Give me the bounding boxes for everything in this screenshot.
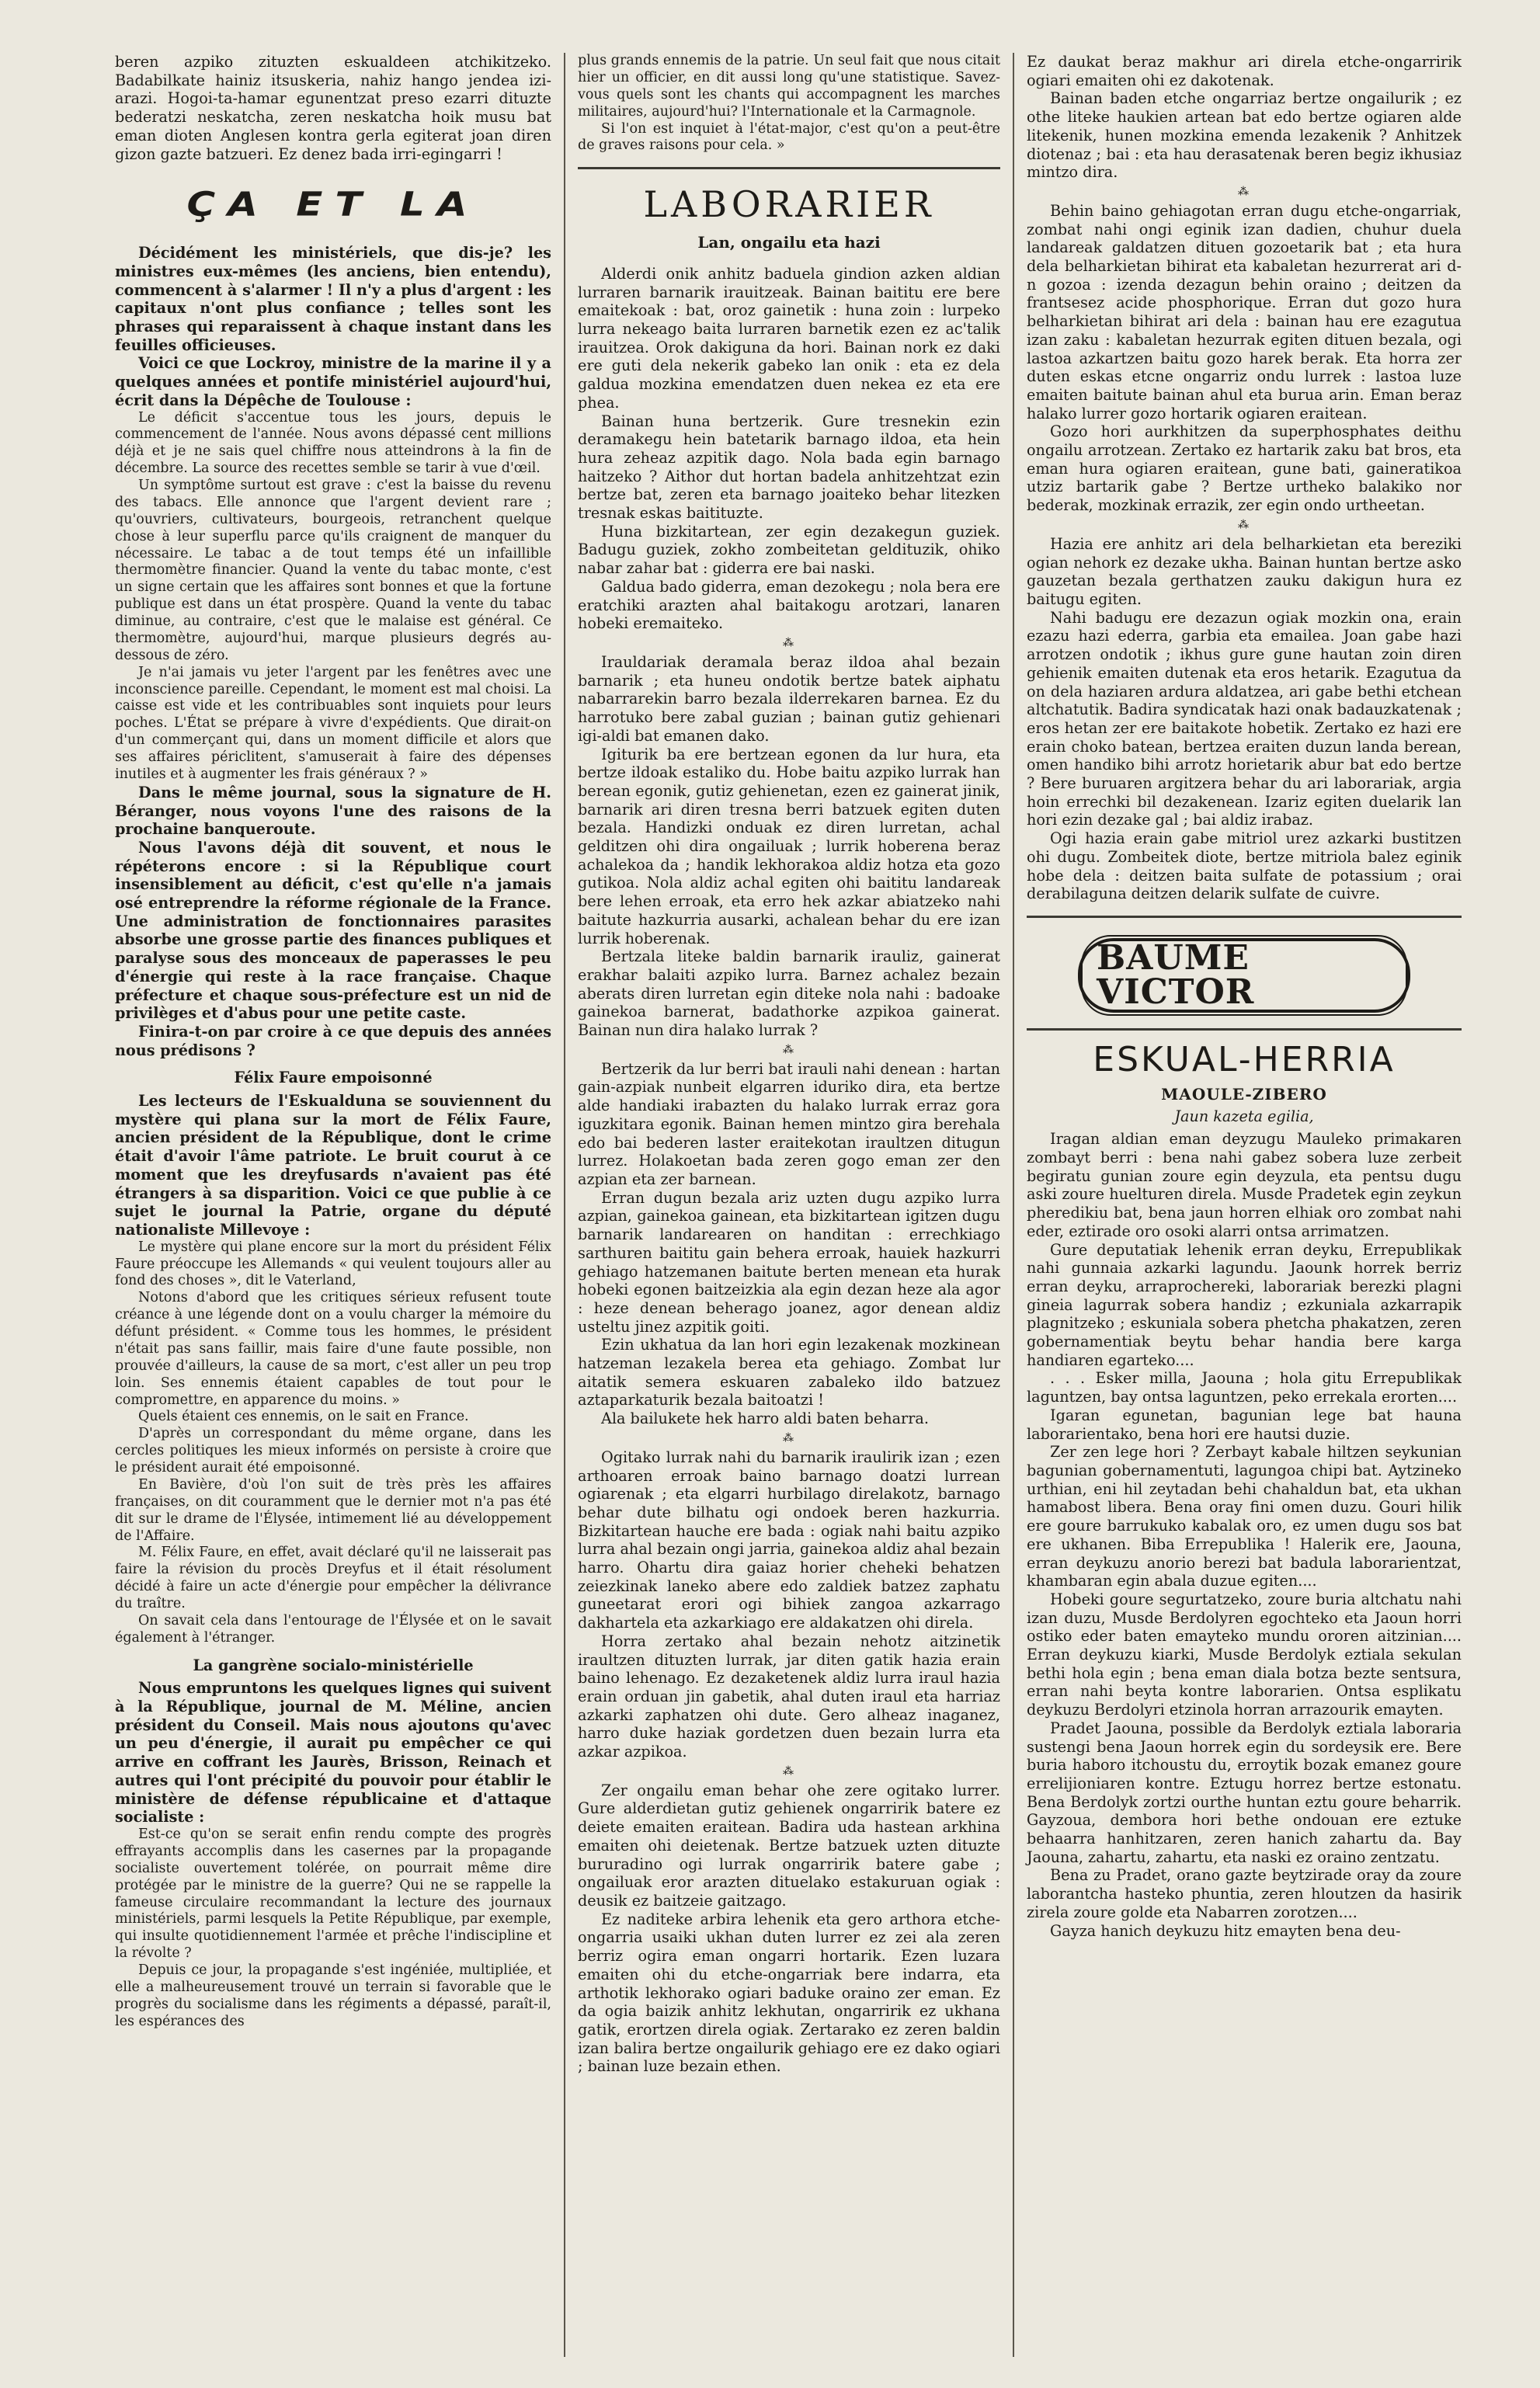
- col1-paragraph: Voici ce que Lockroy, ministre de la marine il y a quelques années et pontife ministériel aujourd'hui, écrit dans la Dépêche de Toulouse :: [115, 354, 551, 409]
- col2-paragraph: Irauldariak deramala beraz ildoa ahal bezain barnarik ; eta huneu ondotik bertze batek aiphatu nabarrarekin barro bezala ilderrekaren barnea. Ez du harrotuko bere zabal guzian ; bainan gutiz gehienari igi-aldi bat emanen dako.: [578, 653, 1000, 745]
- section-rule: [578, 167, 1000, 169]
- column-3: [1013, 53, 1462, 2357]
- col3-paragraph: Zer zen lege hori ? Zerbayt kabale hiltzen seykunian bagunian gobernamentuti, lagungoa chipi bat. Aytzineko urthian, eni hil zeytadan behi chahaldun bat, eta ukhan hamabost libera. Bena oray fini omen duzu. Gouri hilik ere goure barrukuko kabalak oro, ez umen dugu sos bat ere ukhanen. Biba Errepublika ! Halerik ere, Jaouna, erran deykuzu anorio berezi bat badula laborarientzat, khambaran egin abala duzue egiten....: [1027, 1443, 1462, 1590]
- col3-paragraph: Bena zu Pradet, orano gazte beytzirade oray da zoure laborantcha hasteko phuntia, zeren hloutzen da hasirik zirela zoure golde eta Nabarren zorotzen....: [1027, 1866, 1462, 1921]
- section-heading-laborarier: LABORARIER: [643, 183, 935, 226]
- col3-paragraph: Gayza hanich deykuzu hitz emayten bena deu-: [1050, 1921, 1401, 1940]
- col1-paragraph: Finira-t-on par croire à ce que depuis des années nous prédisons ?: [115, 1022, 551, 1059]
- col1-intro: beren azpiko zituzten eskualdeen atchikitzeko. Badabilkate hainiz itsuskeria, nahiz hango jendea izi-arazi. Hogoi-ta-hamar egunentzat preso ezarri dituzte bederatzi neskatcha, zeren neskatcha hoik musu bat eman dioten Anglesen kontra gerla egiterat joan diren gizon gazte batzueri. Ez denez bada irri-egingarri !: [115, 53, 551, 163]
- col2-paragraph: Galdua bado giderra, eman dezokegu ; nola bera ere eratchiki arazten ahal baitakogu arotzari, lanaren hobeki eremaiteko.: [578, 577, 1000, 633]
- subheading-lan-ongailu: Lan, ongailu eta hazi: [697, 233, 881, 252]
- letter-greeting: Jaun kazeta egilia,: [1174, 1107, 1314, 1125]
- col1-quote: Un symptôme surtout est grave : c'est la baisse du revenu des tabacs. Elle annonce que l'argent devient rare ; qu'ouvriers, cultivateurs, bourgeois, retranchent quelque chose à leur superflu parce qu'ils craignent de manquer du nécessaire. Le tabac a de tout temps été un infaillible thermomètre financier. Quand la vente du tabac monte, c'est un signe certain que les affaires sont bonnes et que la fortune publique est dans un état prospère. Quand la vente du tabac diminue, au contraire, c'est que le malaise est général. Ce thermomètre, aujourd'hui, marque plusieurs degrés au-dessous de zéro.: [115, 478, 551, 663]
- col3-intro: Ez daukat beraz makhur ari direla etche-ongarririk ogiari emaiten ohi ez dakotenak.: [1027, 53, 1462, 89]
- col2-paragraph: Huna bizkitartean, zer egin dezakegun guziek. Badugu guziek, zokho zombeitetan geldituzik, ohiko nabar zahar bat : giderra ere bai naski.: [578, 522, 1000, 578]
- col3-paragraph: . . . Esker milla, Jaouna ; hola gitu Errepublikak laguntzen, bay ontsa laguntzen, peko errekala erorten....: [1027, 1369, 1462, 1406]
- col1-quote: Je n'ai jamais vu jeter l'argent par les fenêtres avec une inconscience pareille. Cependant, le moment est mal choisi. La caisse est vide et les contribuables sont inquiets pour leurs poches. L'État se prépare à vivre d'expédients. Que dirait-on d'un commerçant qui, dans un moment difficile et alors que ses affaires périclitent, s'amuserait à faire des dépenses inutiles et à augmenter les frais généraux ? »: [115, 664, 551, 782]
- col3-paragraph: Gure deputatiak lehenik erran deyku, Errepublikak nahi gunnaia azkarki lagundu. Jaounk horrek berriz erran deyku, arraprochereki, laborariak berezki plagni gineia lagurrak sobera handiz ; ezkuniala azkarrapik plagnitzeko ; eskuniala sobera phetcha phakatzen, zeren gobernamentiak beytu behar handia bere karga handiaren egarteko....: [1027, 1240, 1462, 1369]
- col1-paragraph: Dans le même journal, sous la signature de H. Béranger, nous voyons l'une des raisons de la prochaine banqueroute.: [115, 783, 551, 839]
- col1-paragraph: Décidément les ministériels, que dis-je? les ministres eux-mêmes (les anciens, bien entendu), commencent à s'alarmer ! Il n'y a plus d'argent : les capitaux n'ont plus confiance ; telles sont les phrases qui reparaissent à chaque instant dans les feuilles officieuses.: [115, 244, 551, 354]
- col2-paragraph: Ez naditeke arbira lehenik eta gero arthora etche-ongarria usaiki ukhan duten lurrer ez zei ala zeren berriz ogira eman ongarri hortarik. Ezen luzara emaiten ohi du etche-ongarriak bere indarra, eta arthotik lekhorako ogiari baduke oraino zer eman. Ez da ogia baizik anhitz lekhutan, ongarririk ez ukhana gatik, erortzen direla ogiak. Zertarako ez zeren baldin izan balira bertze ongailurik gehiago ere ez dako ogiari ; bainan luze bezain ethen.: [578, 1910, 1000, 2076]
- col2-paragraph: Bertzerik da lur berri bat irauli nahi denean : hartan gain-azpiak nunbeit elgarren iduriko dira, eta bertze alde handiaki irabazten du halako lurrak erraz gora iguzkitara egonik. Bainan hemen mintzo gira berehala edo bai bederen laster eraitekotan iraultzen ditugun lurrez. Holakoetan bada zeren gogo eman zer den azpian eta zer barnean.: [578, 1059, 1000, 1188]
- col3-paragraph: Ogi hazia erain gabe mitriol urez azkarki bustitzen ohi dugu. Zombeitek diote, bertze mitriola balez eginik hobe dela : deitzen baita sulfate de potassium ; orai derabilaguna deitzen delarik sulfate de cuivre.: [1027, 829, 1462, 903]
- col2-intro: plus grands ennemis de la patrie. Un seul fait que nous citait hier un officier, en dit aussi long qu'une statistique. Savez-vous quels sont les chants qui accompagnent les marches militaires, aujourd'hui? l'Internationale et la Carmagnole.: [578, 53, 1000, 120]
- col1-quote: Depuis ce jour, la propagande s'est ingéniée, multipliée, et elle a malheureusement trouvé un terrain si favorable que le progrès du socialisme dans les régiments a dépassé, paraît-il, les espérances des: [115, 1962, 551, 2029]
- column-2: [564, 53, 1013, 2357]
- col1-quote: Notons d'abord que les critiques sérieux refusent toute créance à une légende dont on a voulu charger la mémoire du défunt président. « Comme tous les hommes, le président n'était pas sans faillir, mais faire d'une faute possible, non prouvée d'ailleurs, la cause de sa mort, c'est aller un peu trop loin. Ses ennemis étaient capables de tout pour le compromettre, en apparence du moins. »: [115, 1290, 551, 1408]
- col3-paragraph: Hazia ere anhitz ari dela belharkietan eta bereziki ogian nehork ez dezake ukha. Bainan huntan bertze asko gauzetan bezala gerthatzen zauku dakigun hura ez baitugu egiten.: [1027, 534, 1462, 608]
- col3-paragraph: Igaran egunetan, bagunian lege bat hauna laborarientako, bena hori ere hautsi duzie.: [1027, 1406, 1462, 1443]
- col2-paragraph: Igiturik ba ere bertzean egonen da lur hura, eta bertze ildoak estaliko du. Hobe baitu azpiko lurrak han berean egonik, gutiz gehienetan, ezen ez gainerat jinik, barnarik ari diren tresna berri batzuek egiten duten bezala. Handizki onduak ez diren lurretan, achal gelditzen ohi dira ongailuak ; lurrik hoberena beraz achalekoa da ; handik lekhorakoa aldiz hotza eta gozo gutikoa. Nola aldiz achal egiten ohi baititu landareak bere lehen erroak, eta erro hek azkar abiatzeko nahi baitute hazkurria ausarki, achalean behar du ere izan lurrik hoberenak.: [578, 745, 1000, 947]
- col2-paragraph: Zer ongailu eman behar ohe zere ogitako lurrer. Gure alderdietan gutiz gehienek ongarririk batere ez deiete emaiten eraitean. Badira uda hastean arkhina emaiten ohi deietenak. Bertze batzuek uzten dituzte bururadino ogi lurrak ongarririk batere gabe ; ongailuak eror arazten dituelako estakuruan ogiak : deusik ez baitzeie gaitzago.: [578, 1781, 1000, 1910]
- column-1: [115, 53, 564, 2357]
- col2-paragraph: Ala bailukete hek harro aldi baten beharra.: [601, 1410, 929, 1428]
- col3-paragraph: Iragan aldian eman deyzugu Mauleko primakaren zombayt berri : bena nahi gabez sobera luze zerbeit begiratu gunian zoure egin deyzula, eta pentsu dugu aski zoure huelturen direla. Musde Pradetek egin zeykun pheredikiu bat, bena jaun horren elhiak oro zombat nahi eder, eztirade oro osoki alarri ontsa arrimatzen.: [1027, 1130, 1462, 1240]
- col1-quote: M. Félix Faure, en effet, avait déclaré qu'il ne laisserait pas faire la révision du procès Dreyfus et il était résolument décidé à faire un acte d'énergie pour empêcher la délivrance du traître.: [115, 1545, 551, 1612]
- col1-quote: D'après un correspondant du même organe, dans les cercles politiques les mieux informés on persiste à croire que le président aurait été empoisonné.: [115, 1426, 551, 1476]
- col3-paragraph: Nahi badugu ere dezazun ogiak mozkin ona, erain ezazu hazi ederra, garbia eta emailea. Joan gabe hazi arrotzen ondotik ; ikhus gure gune hautan zoin diren gehienik emaiten dutenak eta eros hetarik. Ezagutua da on dela haziaren ardura aldatzea, ari gabe bethi etchean altchatutik. Badira syndicatak hazi onak badauzkatenak ; eros hetan zer ere baitakote hobetik. Zertako ez hazi ere erain choko batean, bertzea eraiten duzun landa berean, omen handiko bihi arrotz horietarik abur bat edo bertze ? Bere buruaren argitzera behar du ari laborariak, argia hoin errechki bil dezakenean. Izariz egiten duelarik lan hori ezin dezake gal ; bai aldiz irabaz.: [1027, 608, 1462, 829]
- col3-paragraph: Hobeki goure segurtatzeko, zoure buria altchatu nahi izan duzu, Musde Berdolyren egochteko eta Jaoun horri ostiko eder baten emayteko mundu ororen aitzinian.... Erran deykuzu kiarki, Musde Berdolyk eztiala sekulan bethi hola egin ; bena eman diala botza bezte sentsura, erran nahi beyta kontre laborarien. Ontsa esplikatu deykuzu Berdolyri etzinola horran arrazourik emayten.: [1027, 1590, 1462, 1719]
- col2-intro-2: Si l'on est inquiet à l'état-major, c'est qu'on a peut-être de graves raisons pour cela. »: [578, 120, 1000, 154]
- section-heading-ca-et-la: ÇA ET LA: [186, 185, 480, 224]
- col1-quote: Est-ce qu'on se serait enfin rendu compte des progrès effrayants accomplis dans les casernes par la propagande socialiste ouvertement tolérée, on pourrait même dire protégée par le ministre de la guerre? Qui ne se rappelle la fameuse circulaire recommandant la lecture des journaux ministériels, parmi lesquels la Petite République, par exemple, qui insulte quotidiennement l'armée et prêche l'indiscipline et la révolte ?: [115, 1827, 551, 1962]
- asterism-separator: ⁂: [783, 637, 795, 649]
- col1-paragraph: Les lecteurs de l'Eskualduna se souviennent du mystère qui plana sur la mort de Félix Faure, ancien président de la République, dont le crime était d'avoir l'âme patriote. Le bruit courut à ce moment que les dreyfusards n'avaient pas été étrangers à sa disparition. Voici ce que publie à ce sujet le journal la Patrie, organe du député nationaliste Millevoye :: [115, 1092, 551, 1239]
- section-heading-eskual-herria: ESKUAL-HERRIA: [1093, 1039, 1396, 1079]
- baume-victor-label: BAUME VICTOR: [1081, 935, 1407, 1016]
- col1-quote: En Bavière, d'où l'on suit de très près les affaires françaises, on dit couramment que le dernier mot n'a pas été dit sur le drame de l'Élysée, intimement lié au développement de l'Affaire.: [115, 1476, 551, 1544]
- col3-paragraph: Bainan baden etche ongarriaz bertze ongailurik ; ez othe liteke haukien artean bat edo bertze ogiaren alde litekenik, hunen mozkina emenda lezakenik ? Anhitzek diotenaz ; bai : eta hau derasatenak beren begiz ikhusiaz mintzo dira.: [1027, 89, 1462, 182]
- col2-paragraph: Erran dugun bezala ariz uzten dugu azpiko lurra azpian, gainekoa gainean, eta bizkitartean igitzen dugu barnarik landarearen on handitan : errechkiago sarthuren baititu gain behera erroak, hauiek hazkurri gehiago hatzemanen baitute berten menean eta hurak hobeki egonen baitzeizkia ala egin dezan heze ala agor : heze denean beherago joanez, agor denean aldiz usteltu jinez azpitik goiti.: [578, 1188, 1000, 1336]
- baume-victor-advertisement: [1078, 938, 1410, 1013]
- col3-paragraph: Gozo hori aurkhitzen da superphosphates deithu ongailu arrotzean. Zertako ez hartarik zaku bat bros, eta eman hura ogiaren eraitean, gune bati, gaineratikoa utziz bartarik gabe ? Bertze urtheko balakiko nor bederak, mozkinak errazik, zer egin ondo urtheetan.: [1027, 422, 1462, 515]
- dateline-maoule-zibero: MAOULE-ZIBERO: [1161, 1084, 1327, 1104]
- col1-paragraph: Nous l'avons déjà dit souvent, et nous le répéterons encore : si la République court insensiblement au déficit, c'est qu'elle n'a jamais osé entreprendre la réforme régionale de la France. Une administration de fonctionnaires parasites absorbe une grosse partie des finances publiques et paralyse sous des monceaux de paperasses le peu d'énergie qui reste à la race française. Chaque préfecture et chaque sous-préfecture est un nid de privilèges et d'abus pour une petite caste.: [115, 838, 551, 1023]
- col1-quote: Le mystère qui plane encore sur la mort du président Félix Faure préoccupe les Allemands « qui veulent toujours aller au fond des choses », dit le Vaterland,: [115, 1239, 551, 1289]
- subheading-gangrene: La gangrène socialo-ministérielle: [193, 1656, 474, 1674]
- col1-quote: Quels étaient ces ennemis, on le sait en France.: [138, 1409, 469, 1425]
- col2-paragraph: Bertzala liteke baldin barnarik irauliz, gainerat erakhar balaiti azpiko lurra. Barnez achalez bezain aberats diren lurretan egin diteke nola nahi : badoake gainekoa barnerat, badathorke azpikoa gainerat. Bainan nun dira halako lurrak ?: [578, 947, 1000, 1040]
- asterism-separator: ⁂: [783, 1043, 795, 1056]
- asterism-separator: ⁂: [783, 1431, 795, 1444]
- section-rule: [1027, 1028, 1462, 1031]
- col3-paragraph: Behin baino gehiagotan erran dugu etche-ongarriak, zombat nahi ongi eginik izan dadien, chuhur duela landareak galdatzen dituen gozoetarik bat ; eta hura dela belharkietan bihirat eta kabaletan hezurrerat ari d- n gozoa : izenda dezagun behin oraino ; deitzen da frantsesez acide phosphorique. Erran dut gozo hura belharkietan bihirat ari dela : bainan hau ere ezagutua izan zaku : kabaletan hezurrak egiten dituen bezala, ogi lastoa azkartzen baitu gozo harek berak. Eta horra zer duten eskas etcne ongarriz ondu lurrek : lastoa luze emaiten baitute bainan ahul eta burua arin. Eman beraz halako lurrer gozo hortarik ogiaren eraitean.: [1027, 201, 1462, 422]
- subheading-felix-faure: Félix Faure empoisonné: [234, 1069, 433, 1087]
- col1-quote: On savait cela dans l'entourage de l'Élysée et on le savait également à l'étranger.: [115, 1612, 551, 1646]
- col2-paragraph: Alderdi onik anhitz baduela gindion azken aldian lurraren barnarik irauitzeak. Bainan baititu ere bere emaitekoak : bat, oroz gainetik : huna zoin : lurpeko lurra nekeago baita lurraren barnetik ezen ez ac'talik irauitzea. Orok dakiguna da hori. Bainan nork ez daki ere guti dela nekerik gabeko lan onik : eta ez dela galdua mozkina emendatzen duen nekea ez eta ere phea.: [578, 264, 1000, 412]
- asterism-separator: ⁂: [1238, 185, 1250, 198]
- col1-paragraph: Nous empruntons les quelques lignes qui suivent à la République, journal de M. Méline, ancien président du Conseil. Mais nous ajoutons qu'avec un peu d'énergie, il aurait pu empêcher ce qui arrive en coffrant les Jaurès, Brisson, Reinach et autres qui l'ont précipité du pouvoir pour établir le ministère de défense républicaine et d'attaque socialiste :: [115, 1679, 551, 1827]
- asterism-separator: ⁂: [783, 1764, 795, 1778]
- section-rule: [1027, 916, 1462, 918]
- asterism-separator: ⁂: [1238, 518, 1250, 531]
- col2-paragraph: Ogitako lurrak nahi du barnarik iraulirik izan ; ezen arthoaren erroak baino barnago doatzi lurrean ogiarenak ; eta elgarri hurbilago direlakotz, barnago behar dute bilhatu ogi ondoek beren hazkurria. Bizkitartean hauche ere bada : ogiak nahi baitu azpiko lurra ahal bezain ongi jarria, gainekoa aldiz ahal bezain harro. Ohartu dira gaiaz horier cheheki behatzen zeiezkinak laneko abere edo zaldiek batzez zaphatu guneetarat erori ogi bihiek zangoa azkarrago dakhartela eta azkarkiago ere aldakatzen ohi direla.: [578, 1448, 1000, 1632]
- col2-paragraph: Bainan huna bertzerik. Gure tresnekin ezin deramakegu hein batetarik barnago ildoa, eta hein hura zeheaz azpitik dago. Nola bada egin barnago haitzeko ? Aithor dut hortan badela anhitzehtzat ezin bertze bat, zeren eta barnago joaiteko behar litezken tresnak eskas baitituzte.: [578, 412, 1000, 523]
- col2-paragraph: Ezin ukhatua da lan hori egin lezakenak mozkinean hatzeman lezakela berea eta gehiago. Zombat lur aitatik semera eskuaren zabaleko ildo batzuez aztaparkaturik bezala baitoatzi !: [578, 1336, 1000, 1410]
- col1-quote: Le déficit s'accentue tous les jours, depuis le commencement de l'année. Nous avons dépassé cent millions déjà et je ne sais quel chiffre nous atteindrons à la fin de décembre. La source des recettes semble se tarir à vue d'œil.: [115, 409, 551, 477]
- col3-paragraph: Pradet Jaouna, possible da Berdolyk eztiala laboraria sustengi bena Jaoun horrek egin du sordeysik ere. Bere buria haboro itchoustu du, erroytik bozak emanez goure errelijioniaren kontre. Eztugu horrez bertze estonatu. Bena Berdolyk zortzi ourthe huntan eztu goure beharrik. Gayzoua, dembora hori bethe ondouan ere eztuke behaarra hanhitzaren, zeren hanich zahartu da. Bay Jaouna, zahartu, zahartu, eta naski ez oraino zentzatu.: [1027, 1719, 1462, 1866]
- col2-paragraph: Horra zertako ahal bezain nehotz aitzinetik iraultzen dituzten lurrak, jar diten gatik hazia erain baino lehenago. Ez dezaketenek aldiz lurra iraul hazia erain orduan jin gabetik, ahal duten iraul eta harriaz azkarki zaphatzen ohi dute. Gero alheaz inaganez, harro duke haziak gordetzen duen bezain lurra eta azkar azpikoa.: [578, 1632, 1000, 1761]
